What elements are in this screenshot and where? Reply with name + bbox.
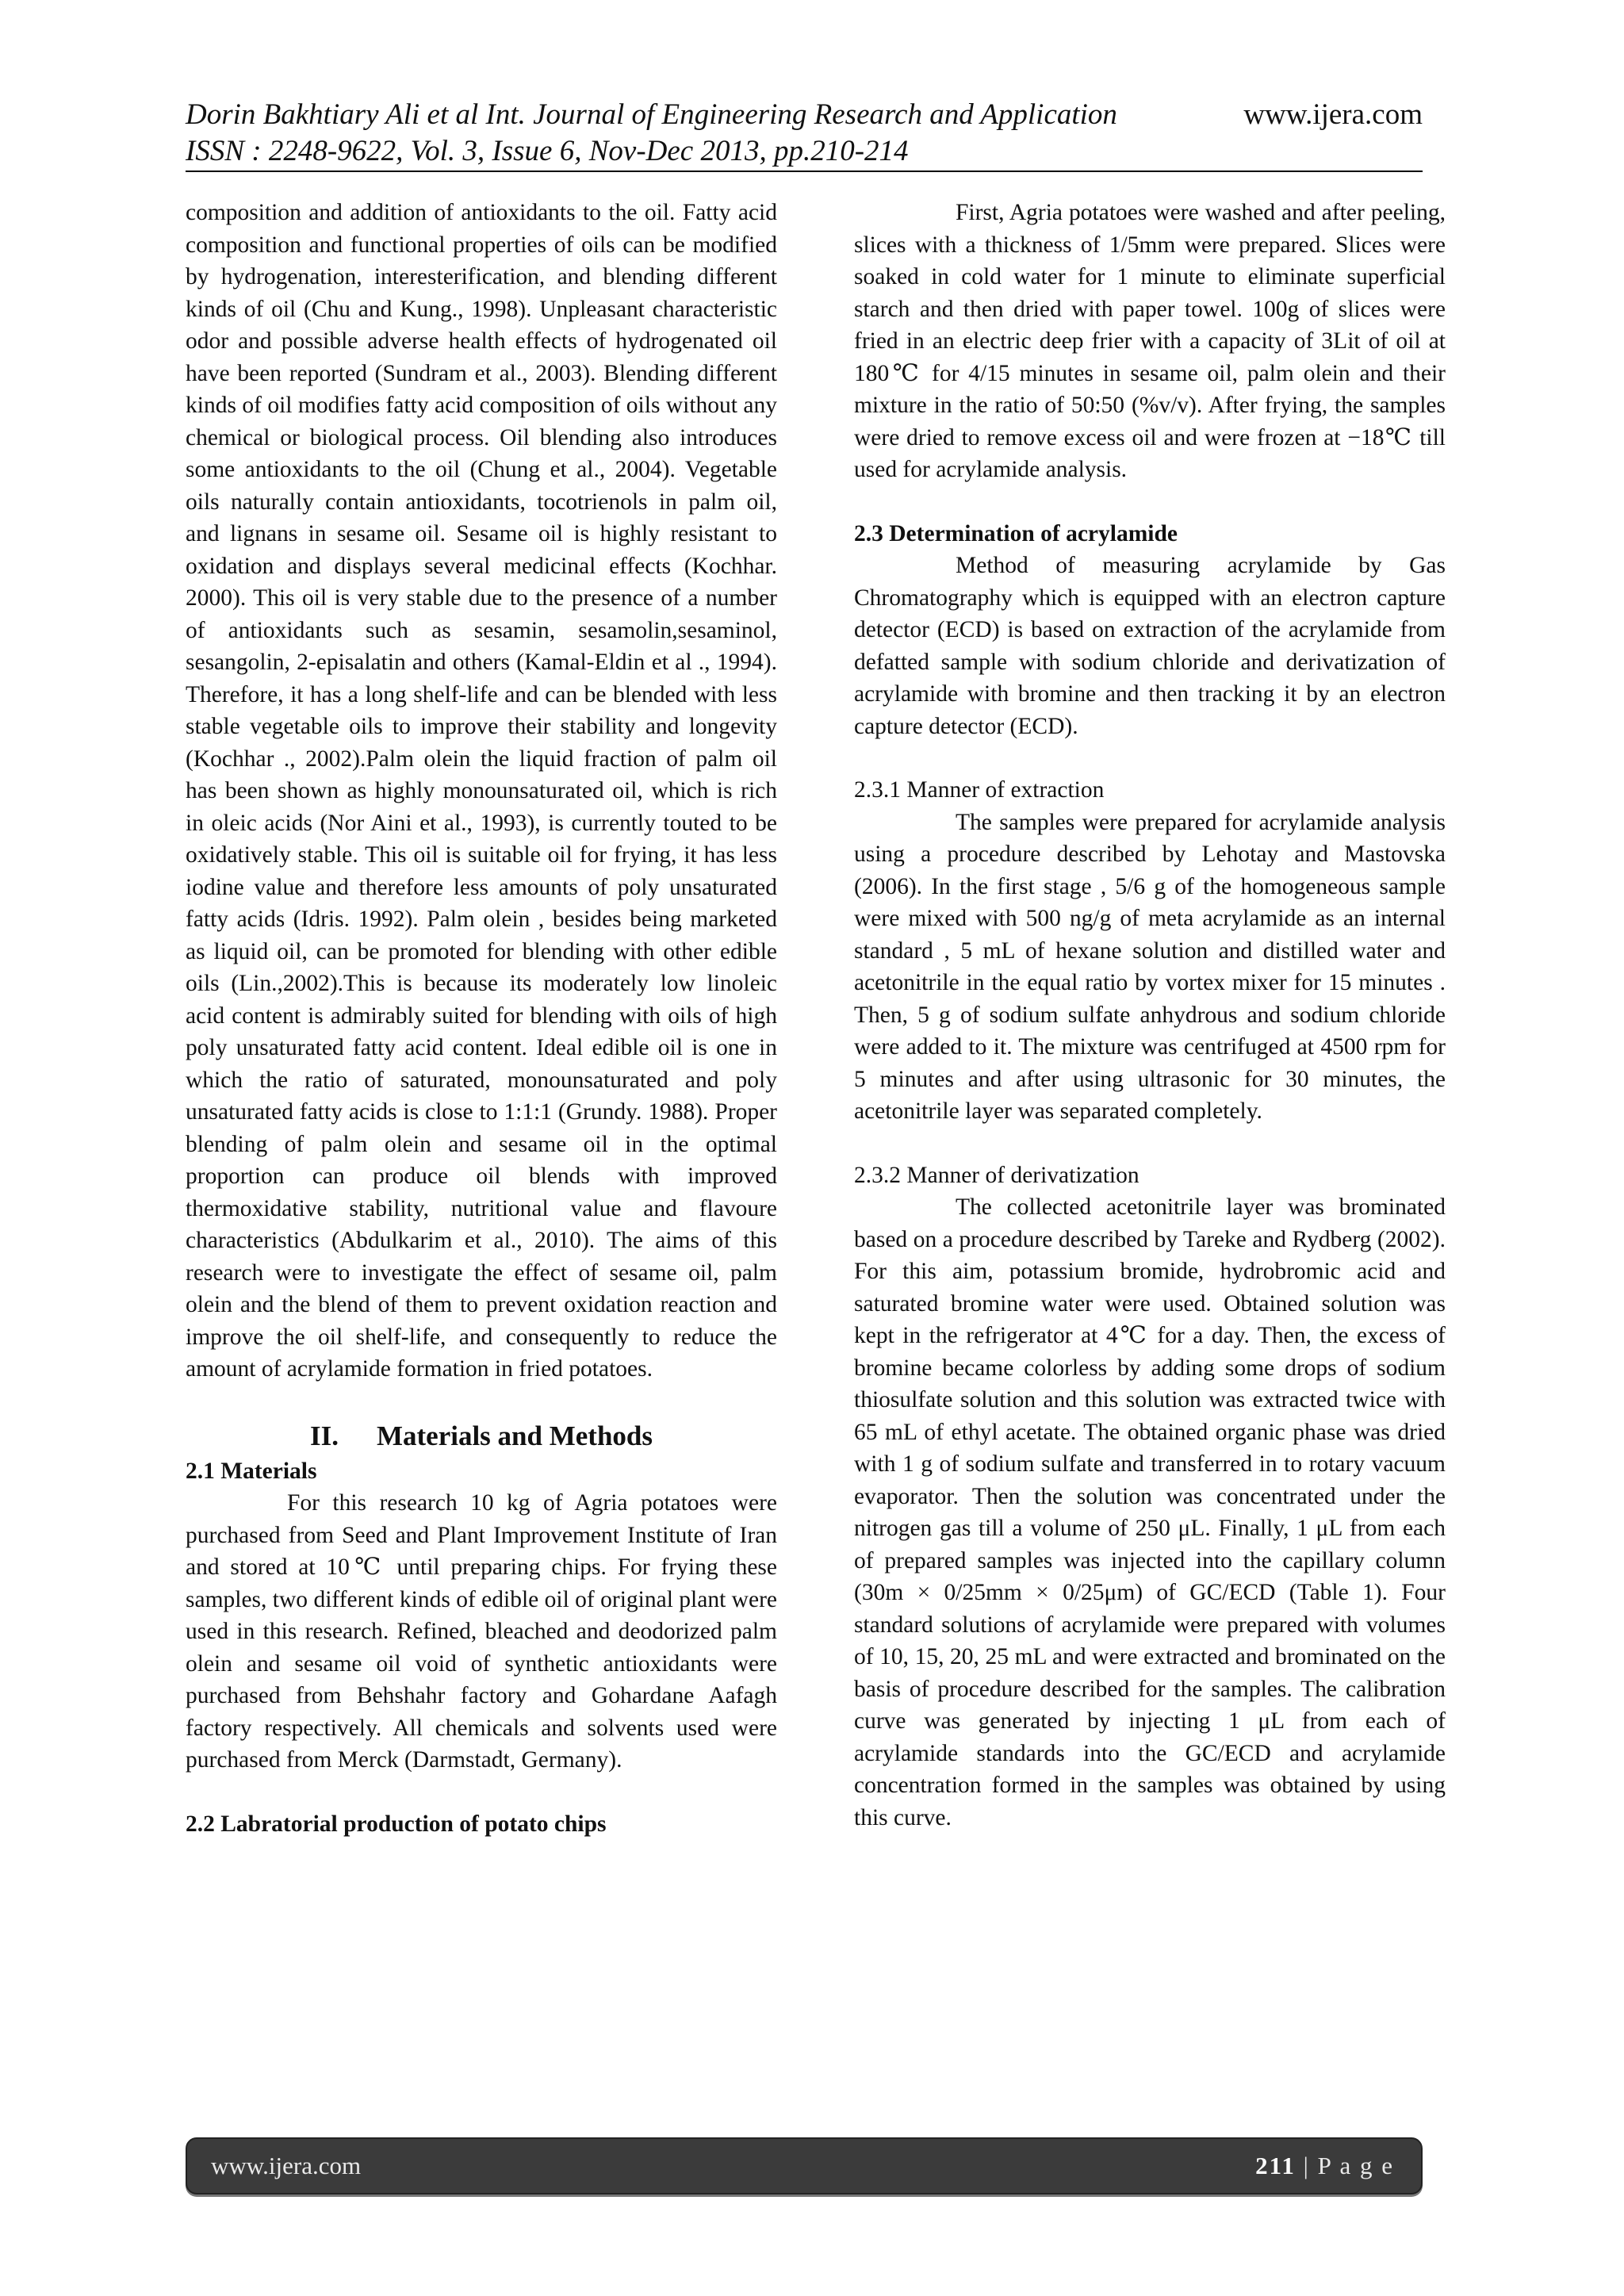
right-column: [854, 197, 1446, 1834]
subheading-2-1: 2.1 Materials: [186, 1458, 317, 1484]
paragraph-2-3-2: The collected acetonitrile layer was brominated based on a procedure described by Tareke and Rydberg (2002). For this aim, potassium bromide, hydrobromic acid and saturated bromine water were used. Obtained solution was kept in the refrigerator at 4℃ for a day. Then, the excess of bromine became colorless by adding some drops of sodium thiosulfate solution and this solution was extracted twice with 65 mL of ethyl acetate. The obtained organic phase was dried with 1 g of sodium sulfate and transferred in to rotary vacuum evaporator. Then the solution was concentrated under the nitrogen gas till a volume of 250 μL. Finally, 1 μL from each of prepared samples was injected into the capillary column (30m × 0/25mm × 0/25μm) of GC/ECD (Table 1). Four standard solutions of acrylamide were prepared with volumes of 10, 15, 20, 25 mL and were extracted and brominated on the basis of procedure described for the samples. The calibration curve was generated by injecting 1 μL from each of acrylamide standards into the GC/ECD and acrylamide concentration formed in the samples was obtained by using this curve.: [854, 1194, 1446, 1830]
header-website: www.ijera.com: [1243, 98, 1423, 131]
footer-page-indicator: [1255, 2152, 1394, 2180]
page-number: 211: [1255, 2152, 1296, 2179]
paragraph-2-3-1: The samples were prepared for acrylamide analysis using a procedure described by Lehotay and Mastovska (2006). In the first stage , 5/6 g of the homogeneous sample were mixed with 500 ng/g of meta acrylamide as an internal standard , 5 mL of hexane solution and distilled water and acetonitrile in the equal ratio by vortex mixer for 15 minutes . Then, 5 g of sodium sulfate anhydrous and sodium chloride were added to it. The mixture was centrifuged at 4500 rpm for 5 minutes and after using ultrasonic for 30 minutes, the acetonitrile layer was separated completely.: [854, 809, 1446, 1124]
paragraph-2-3: Method of measuring acrylamide by Gas Chromatography which is equipped with an electron capture detector (ECD) is based on extraction of the acrylamide from defatted sample with sodium chloride and derivatization of acrylamide with bromine and then tracking it by an electron capture detector (ECD).: [854, 553, 1446, 739]
section-heading: [186, 1417, 777, 1455]
subheading-2-3-2: 2.3.2 Manner of derivatization: [854, 1162, 1139, 1188]
intro-paragraph: composition and addition of antioxidants to the oil. Fatty acid composition and functional properties of oils can be modified by hydrogenation, interesterification, and blending different kinds of oil (Chu and Kung., 1998). Unpleasant characteristic odor and possible adverse health effects of hydrogenated oil have been reported (Sundram et al., 2003). Blending different kinds of oil modifies fatty acid composition of oils without any chemical or biological process. Oil blending also introduces some antioxidants to the oil (Chung et al., 2004). Vegetable oils naturally contain antioxidants, tocotrienols in palm oil, and lignans in sesame oil. Sesame oil is highly resistant to oxidation and displays several medicinal effects (Kochhar. 2000). This oil is very stable due to the presence of a number of antioxidants such as sesamin, sesamolin,sesaminol, sesangolin, 2-episalatin and others (Kamal-Eldin et al ., 1994). Therefore, it has a long shelf-life and can be blended with less stable vegetable oils to improve their stability and longevity (Kochhar ., 2002).Palm olein the liquid fraction of palm oil has been shown as highly monounsaturated oil, which is rich in oleic acids (Nor Aini et al., 1993), is currently touted to be oxidatively stable. This oil is suitable oil for frying, it has less iodine value and therefore less amounts of poly unsaturated fatty acids (Idris. 1992). Palm olein , besides being marketed as liquid oil, can be promoted for blending with other edible oils (Lin.,2002).This is because its moderately low linoleic acid content is admirably suited for blending with oils of high poly unsaturated fatty acid content. Ideal edible oil is one in which the ratio of saturated, monounsaturated and poly unsaturated fatty acids is close to 1:1:1 (Grundy. 1988). Proper blending of palm olein and sesame oil in the optimal proportion can produce oil blends with improved thermoxidative stability, nutritional value and flavoure characteristics (Abdulkarim et al., 2010). The aims of this research were to investigate the effect of sesame oil, palm olein and the blend of them to prevent oxidation reaction and improve the oil shelf-life, and consequently to reduce the amount of acrylamide formation in fried potatoes.: [186, 200, 777, 1382]
paragraph-2-2: First, Agria potatoes were washed and after peeling, slices with a thickness of 1/5mm were prepared. Slices were soaked in cold water for 1 minute to eliminate superficial starch and then dried with paper towel. 100g of slices were fried in an electric deep frier with a capacity of 3Lit of oil at 180℃ for 4/15 minutes in sesame oil, palm olein and their mixture in the ratio of 50:50 (%v/v). After frying, the samples were dried to remove excess oil and were frozen at −18℃ till used for acrylamide analysis.: [854, 200, 1446, 482]
section-title: Materials and Methods: [376, 1420, 653, 1451]
page-footer: [186, 2137, 1423, 2194]
subheading-2-3-1: 2.3.1 Manner of extraction: [854, 777, 1105, 803]
running-header: [186, 97, 1423, 170]
subheading-2-3: 2.3 Determination of acrylamide: [854, 520, 1178, 546]
header-rule: [186, 171, 1423, 172]
left-column: [186, 197, 777, 1840]
header-citation: Dorin Bakhtiary Ali et al Int. Journal of Engineering Research and Application: [186, 98, 1117, 131]
page-label: | P a g e: [1295, 2152, 1394, 2179]
subheading-2-2: 2.2 Labratorial production of potato chips: [186, 1811, 607, 1837]
section-number: II.: [309, 1420, 339, 1451]
header-issn: ISSN : 2248-9622, Vol. 3, Issue 6, Nov-Dec 2013, pp.210-214: [186, 135, 909, 167]
paragraph-2-1: For this research 10 kg of Agria potatoes were purchased from Seed and Plant Improvement Institute of Iran and stored at 10℃ until preparing chips. For frying these samples, two different kinds of edible oil of original plant were used in this research. Refined, bleached and deodorized palm olein and sesame oil void of synthetic antioxidants were purchased from Behshahr factory and Gohardane Aafagh factory respectively. All chemicals and solvents used were purchased from Merck (Darmstadt, Germany).: [186, 1490, 777, 1773]
footer-website: www.ijera.com: [211, 2152, 362, 2179]
